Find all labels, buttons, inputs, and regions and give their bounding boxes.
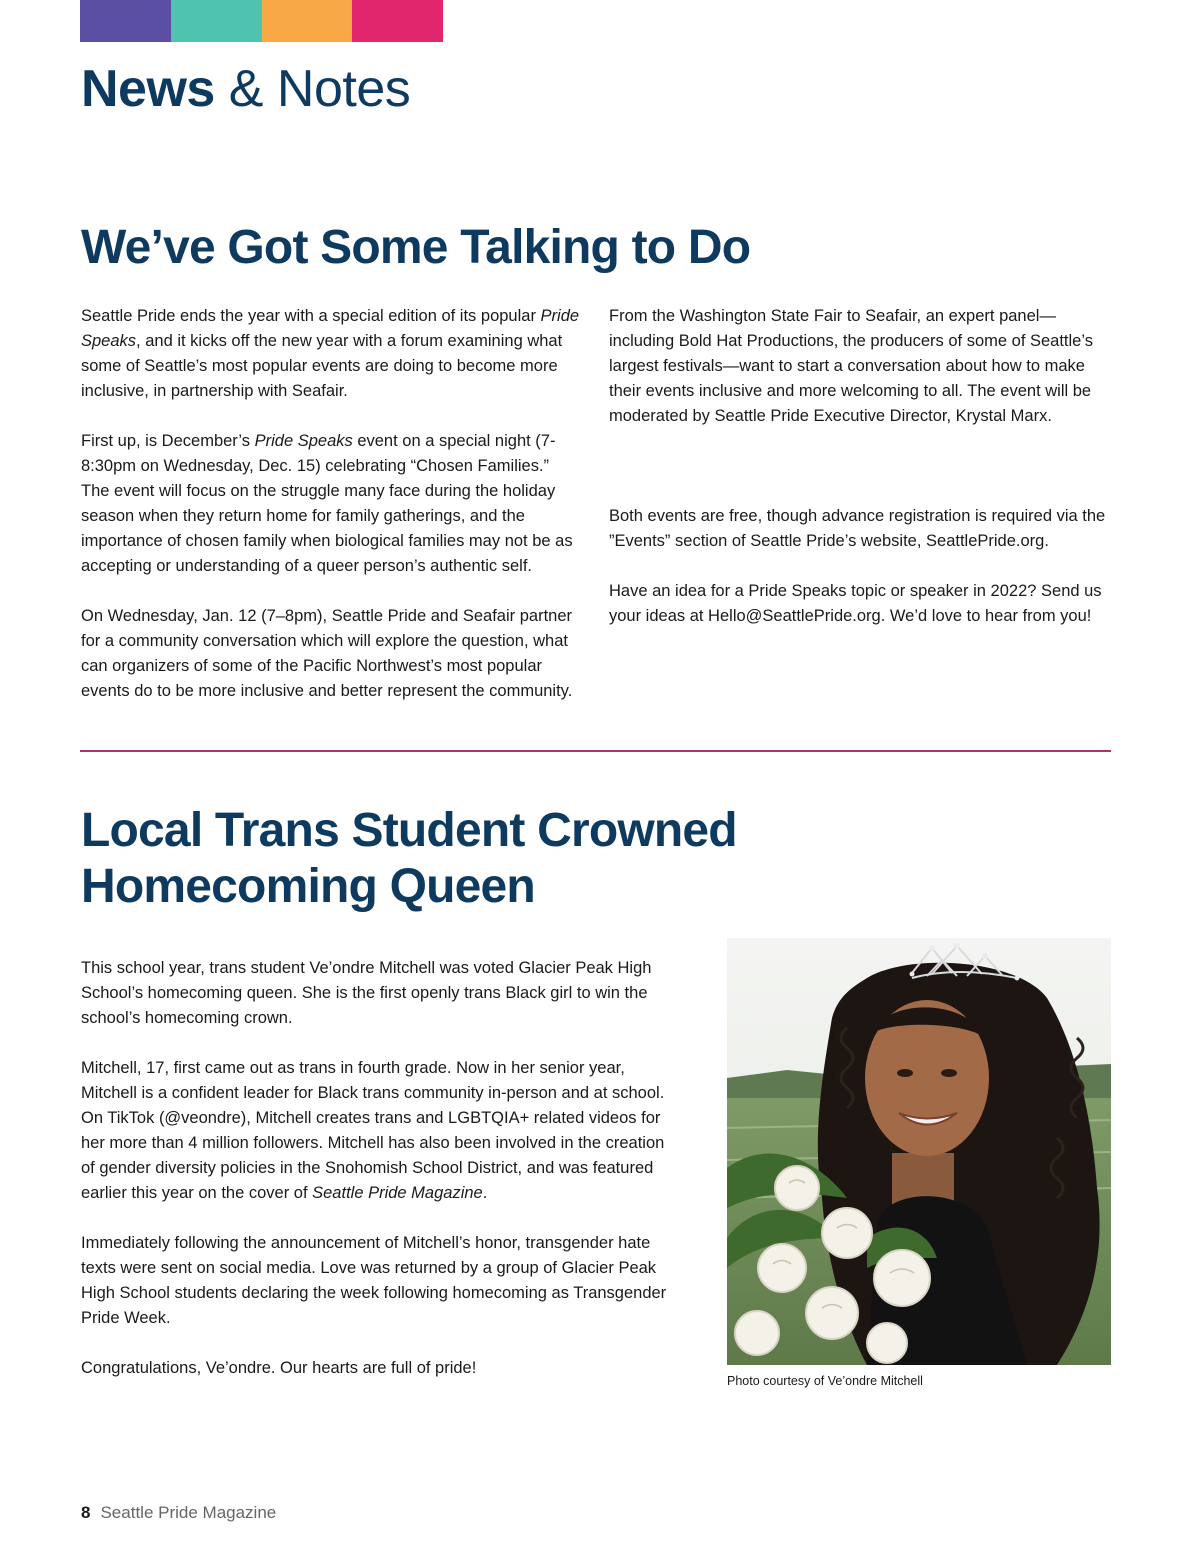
article1-p1-text-a: Seattle Pride ends the year with a special edition of its popular [81, 307, 541, 325]
article1-paragraph-4: Both events are free, though advance registration is required via the ”Events” section of Seattle Pride’s website, SeattlePride.org. [609, 507, 1106, 550]
article2-paragraph-3: Immediately following the announcement of Mitchell’s honor, transgender hate texts were sent on social media. Love was returned by a group of Glacier Peak High School students declaring the week following homecoming as Transgender Pride Week. [81, 1234, 667, 1327]
article1-paragraph-3-continued [609, 304, 1114, 479]
page-footer [81, 1502, 276, 1524]
article1-p2-text-a: First up, is December’s [81, 432, 255, 450]
article1-column-right [609, 304, 1114, 629]
article1-p1-emphasis: Pride Speaks [81, 307, 580, 350]
article2-paragraph-1: This school year, trans student Ve’ondre Mitchell was voted Glacier Peak High School’s homecoming queen. She is the first openly trans Black girl to win the school’s homecoming crown. [81, 959, 652, 1027]
article2-p2-emphasis: Seattle Pride Magazine [312, 1184, 483, 1202]
page-number: 8 [81, 1503, 91, 1522]
article1-column-left [81, 304, 581, 704]
article2-column [81, 956, 676, 1381]
article1-paragraph-5: Have an idea for a Pride Speaks topic or speaker in 2022? Send us your ideas at Hello@SeattlePride.org. We’d love to hear from you! [609, 582, 1102, 625]
article1-p3-overflow-text: From the Washington State Fair to Seafair, an expert panel—including Bold Hat Productions, the producers of some of Seattle’s largest festivals—want to start a conversation about how to make their events inclusive and more welcoming to all. The event will be moderated by Seattle Pride Executive Director, Krystal Marx. [609, 307, 1093, 425]
color-bar-purple [80, 0, 171, 42]
color-bar-pink [352, 0, 443, 42]
article1-paragraph-1 [81, 304, 581, 404]
section-title-light: & Notes [214, 60, 411, 118]
section-title [81, 58, 410, 120]
article1-p2-text-b: event on a special night (7-8:30pm on Wednesday, Dec. 15) celebrating “Chosen Families.” The event will focus on the struggle many face during the holiday season when they return home for family gatherings, and the importance of chosen family when biological families may not be as accepting or understanding of a queer person’s authentic self. [81, 432, 573, 575]
section-title-bold: News [81, 60, 215, 118]
article1-p1-text-b: , and it kicks off the new year with a forum examining what some of Seattle’s most popular events are doing to become more inclusive, in partnership with Seafair. [81, 332, 563, 400]
article1-p2-emphasis: Pride Speaks [254, 432, 353, 450]
article2-headline [81, 803, 737, 915]
article2-p2-text-b: . [482, 1184, 488, 1202]
article1-paragraph-3: On Wednesday, Jan. 12 (7–8pm), Seattle Pride and Seafair partner for a community conversation which will explore the question, what can organizers of some of the Pacific Northwest’s most popular events do to be more inclusive and better represent the community. [81, 607, 573, 700]
article2-headline-line-2: Homecoming Queen [81, 860, 535, 913]
color-bar [80, 0, 443, 42]
portrait-illustration [727, 938, 1111, 1365]
color-bar-teal [171, 0, 262, 42]
color-bar-orange [262, 0, 353, 42]
article2-p2-text-a: Mitchell, 17, first came out as trans in fourth grade. Now in her senior year, Mitchell is a confident leader for Black trans community in-person and at school. On TikTok (@veondre), Mitchell creates trans and LGBTQIA+ related videos for her more than 4 million followers. Mitchell has also been involved in the creation of gender diversity policies in the Snohomish School District, and was featured earlier this year on the cover of [81, 1059, 665, 1202]
article2-paragraph-2 [81, 1056, 676, 1206]
section-divider [80, 750, 1111, 752]
photo-caption: Photo courtesy of Ve’ondre Mitchell [727, 1374, 923, 1388]
article2-paragraph-4: Congratulations, Ve’ondre. Our hearts are full of pride! [81, 1359, 477, 1377]
article1-headline: We’ve Got Some Talking to Do [81, 221, 751, 274]
article1-paragraph-2 [81, 429, 581, 579]
article2-headline-line-1: Local Trans Student Crowned [81, 804, 737, 857]
portrait-photo [727, 938, 1111, 1365]
magazine-name: Seattle Pride Magazine [100, 1503, 277, 1522]
